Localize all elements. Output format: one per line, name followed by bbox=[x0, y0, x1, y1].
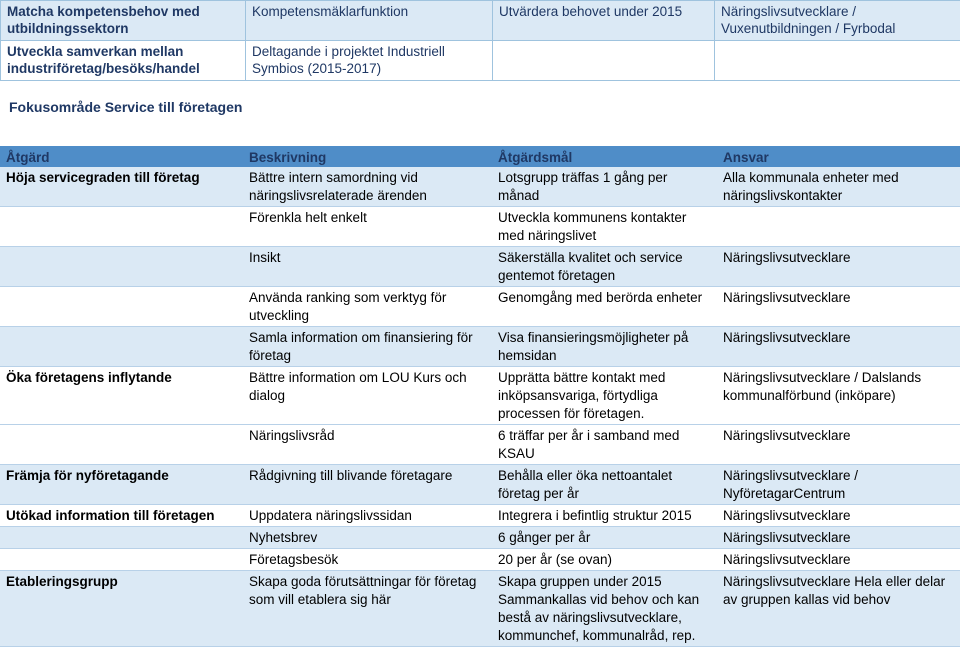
cell-description: Uppdatera näringslivssidan bbox=[243, 505, 492, 527]
header-description: Beskrivning bbox=[243, 147, 492, 168]
cell-responsible: Näringslivsutvecklare Hela eller delar av gruppen kallas vid behov bbox=[717, 571, 960, 647]
cell-action: Höja servicegraden till företag bbox=[0, 167, 243, 207]
cell-goal: Skapa gruppen under 2015 Sammankallas vid behov och kan bestå av näringslivsutvecklare, kommunchef, kommunalråd, rep. bbox=[492, 571, 717, 647]
cell-goal: Säkerställa kvalitet och service gentemot företagen bbox=[492, 247, 717, 287]
cell-action bbox=[0, 549, 243, 571]
cell-action: Etableringsgrupp bbox=[0, 571, 243, 647]
cell-action: Utökad information till företagen bbox=[0, 505, 243, 527]
cell-description: Samla information om finansiering för företag bbox=[243, 327, 492, 367]
header-responsible: Ansvar bbox=[717, 147, 960, 168]
cell-responsible bbox=[717, 207, 960, 247]
table-row bbox=[0, 247, 960, 287]
cell-goal: 6 träffar per år i samband med KSAU bbox=[492, 425, 717, 465]
table-row bbox=[0, 571, 960, 647]
table-row bbox=[0, 327, 960, 367]
cell-description: Företagsbesök bbox=[243, 549, 492, 571]
cell-action bbox=[0, 327, 243, 367]
cell-responsible: Näringslivsutvecklare / NyföretagarCentrum bbox=[717, 465, 960, 505]
cell-action: Främja för nyföretagande bbox=[0, 465, 243, 505]
cell-goal: Genomgång med berörda enheter bbox=[492, 287, 717, 327]
table-row bbox=[0, 425, 960, 465]
cell-responsible: Näringslivsutvecklare bbox=[717, 549, 960, 571]
cell-goal: 20 per år (se ovan) bbox=[492, 549, 717, 571]
cell-description: Näringslivsråd bbox=[243, 425, 492, 465]
cell-goal: 6 gånger per år bbox=[492, 527, 717, 549]
cell-description: Bättre information om LOU Kurs och dialog bbox=[243, 367, 492, 425]
cell-responsible: Näringslivsutvecklare bbox=[717, 505, 960, 527]
action-table bbox=[0, 146, 960, 647]
cell-responsible: Näringslivsutvecklare bbox=[717, 287, 960, 327]
cell-action bbox=[0, 247, 243, 287]
section-title: Fokusområde Service till företagen bbox=[9, 99, 242, 115]
table-row bbox=[0, 527, 960, 549]
cell-responsible: Alla kommunala enheter med näringslivskontakter bbox=[717, 167, 960, 207]
cell-description: Nyhetsbrev bbox=[243, 527, 492, 549]
table-row bbox=[0, 549, 960, 571]
cell-action bbox=[0, 287, 243, 327]
top-cell-measure: Utvärdera behovet under 2015 bbox=[493, 1, 715, 41]
table-row bbox=[0, 367, 960, 425]
top-cell-responsible: Näringslivsutvecklare / Vuxenutbildningen / Fyrbodal bbox=[715, 1, 960, 41]
top-cell-action: Deltagande i projektet Industriell Symbios (2015-2017) bbox=[246, 41, 493, 81]
cell-description: Rådgivning till blivande företagare bbox=[243, 465, 492, 505]
cell-description: Insikt bbox=[243, 247, 492, 287]
cell-action bbox=[0, 527, 243, 549]
cell-responsible: Näringslivsutvecklare bbox=[717, 425, 960, 465]
cell-description: Förenkla helt enkelt bbox=[243, 207, 492, 247]
top-row bbox=[1, 41, 960, 81]
top-cell-responsible bbox=[715, 41, 960, 81]
table-row bbox=[0, 505, 960, 527]
table-row bbox=[0, 465, 960, 505]
cell-goal: Visa finansieringsmöjligheter på hemsidan bbox=[492, 327, 717, 367]
cell-description: Bättre intern samordning vid näringslivsrelaterade ärenden bbox=[243, 167, 492, 207]
top-cell-goal: Matcha kompetensbehov med utbildningssektorn bbox=[1, 1, 246, 41]
cell-goal: Upprätta bättre kontakt med inköpsansvariga, förtydliga processen för företagen. bbox=[492, 367, 717, 425]
top-cell-action: Kompetensmäklarfunktion bbox=[246, 1, 493, 41]
cell-action: Öka företagens inflytande bbox=[0, 367, 243, 425]
top-table bbox=[0, 0, 960, 81]
header-goal: Åtgärdsmål bbox=[492, 147, 717, 168]
header-row bbox=[0, 147, 960, 168]
table-row bbox=[0, 167, 960, 207]
cell-action bbox=[0, 425, 243, 465]
top-row bbox=[1, 1, 960, 41]
cell-goal: Utveckla kommunens kontakter med näringslivet bbox=[492, 207, 717, 247]
top-cell-measure bbox=[493, 41, 715, 81]
header-action: Åtgärd bbox=[0, 147, 243, 168]
table-row bbox=[0, 207, 960, 247]
cell-description: Använda ranking som verktyg för utveckling bbox=[243, 287, 492, 327]
cell-action bbox=[0, 207, 243, 247]
cell-responsible: Näringslivsutvecklare bbox=[717, 327, 960, 367]
cell-goal: Integrera i befintlig struktur 2015 bbox=[492, 505, 717, 527]
table-row bbox=[0, 287, 960, 327]
cell-responsible: Näringslivsutvecklare bbox=[717, 247, 960, 287]
top-cell-goal: Utveckla samverkan mellan industriföretag/besöks/handel bbox=[1, 41, 246, 81]
cell-goal: Lotsgrupp träffas 1 gång per månad bbox=[492, 167, 717, 207]
cell-responsible: Näringslivsutvecklare bbox=[717, 527, 960, 549]
cell-responsible: Näringslivsutvecklare / Dalslands kommunalförbund (inköpare) bbox=[717, 367, 960, 425]
cell-description: Skapa goda förutsättningar för företag som vill etablera sig här bbox=[243, 571, 492, 647]
cell-goal: Behålla eller öka nettoantalet företag per år bbox=[492, 465, 717, 505]
